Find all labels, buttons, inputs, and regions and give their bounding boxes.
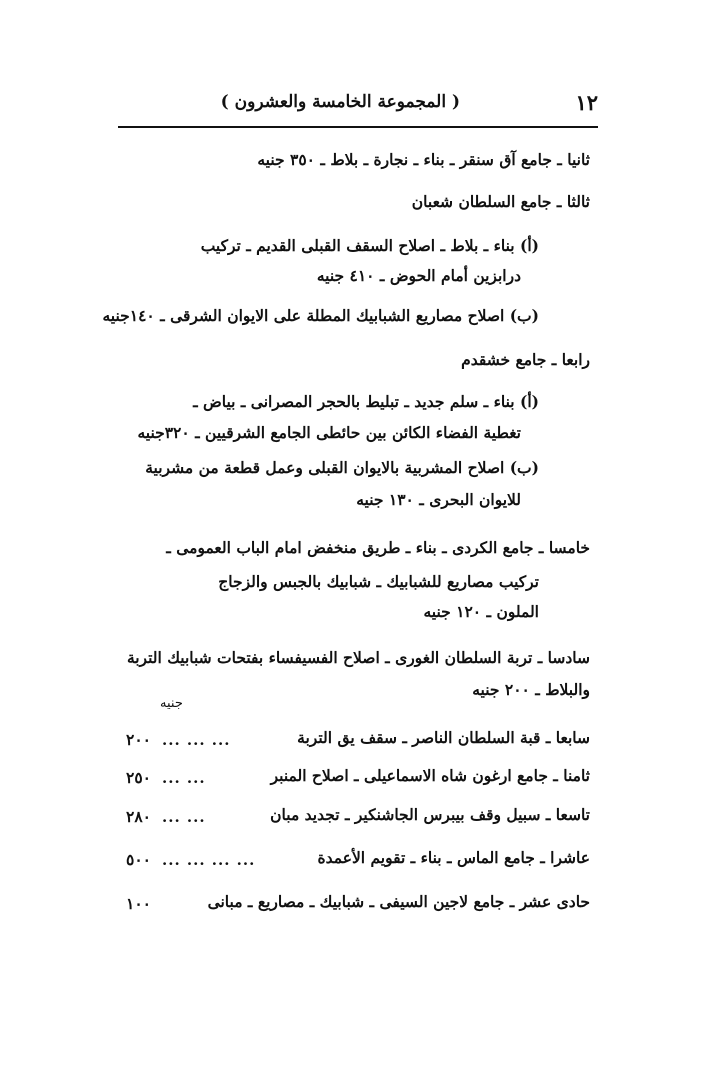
page-number: ١٢ xyxy=(575,90,598,115)
list-item-text: سابعا ـ قبة السلطان الناصر ـ سقف يق التربة xyxy=(297,728,590,747)
item-4b-line-1: (ب) اصلاح المشربية بالايوان القبلى وعمل قطعة من مشربية xyxy=(145,458,539,477)
list-item-text: تاسعا ـ سبيل وقف بيبرس الجاشنكير ـ تجديد مبان xyxy=(270,805,590,824)
running-title: ( المجموعة الخامسة والعشرون ) xyxy=(220,92,460,112)
leader-dots: ... ... ... ... xyxy=(162,851,256,869)
page-header xyxy=(118,84,598,124)
item-4-title: رابعا ـ جامع خشقدم xyxy=(461,350,590,369)
item-3a-line-1: (أ) بناء ـ بلاط ـ اصلاح السقف القبلى القديم ـ تركيب xyxy=(200,236,539,255)
item-6-line-2: والبلاط ـ ٢٠٠ جنيه xyxy=(472,680,590,699)
list-item-amount: ٢٠٠ xyxy=(126,730,151,749)
item-3-title: ثالثا ـ جامع السلطان شعبان xyxy=(411,192,590,211)
item-5-line-3: الملون ـ ١٢٠ جنيه xyxy=(423,602,539,621)
item-3b-line: (ب) اصلاح مصاريع الشبابيك المطلة على الايوان الشرقى ـ ١٤٠جنيه xyxy=(102,306,539,325)
item-2-line: ثانيا ـ جامع آق سنقر ـ بناء ـ نجارة ـ بلاط ـ ٣٥٠ جنيه xyxy=(257,150,590,169)
list-item-amount: ٥٠٠ xyxy=(126,850,151,869)
list-item-text: عاشرا ـ جامع الماس ـ بناء ـ تقويم الأعمدة xyxy=(317,848,590,867)
amount-column-heading: جنيه xyxy=(160,696,183,711)
leader-dots: ... ... xyxy=(162,769,206,787)
list-item-amount: ٢٥٠ xyxy=(126,768,151,787)
list-item-amount: ١٠٠ xyxy=(126,894,151,913)
item-4a-line-1: (أ) بناء ـ سلم جديد ـ تبليط بالحجر المصرانى ـ بياض ـ xyxy=(193,392,539,411)
list-item-amount: ٢٨٠ xyxy=(126,807,151,826)
leader-dots: ... ... ... xyxy=(162,731,231,749)
item-4b-line-2: للايوان البحرى ـ ١٣٠ جنيه xyxy=(356,490,521,509)
list-item-text: حادى عشر ـ جامع لاجين السيفى ـ شبابيك ـ مصاريع ـ مبانى xyxy=(207,892,590,911)
list-item-text: ثامنا ـ جامع ارغون شاه الاسماعيلى ـ اصلاح المنبر xyxy=(270,766,590,785)
item-6-line-1: سادسا ـ تربة السلطان الغورى ـ اصلاح الفسيفساء بفتحات شبابيك التربة xyxy=(126,648,590,667)
item-4a-line-2: تغطية الفضاء الكائن بين حائطى الجامع الشرقيين ـ ٣٢٠جنيه xyxy=(137,423,521,442)
item-3a-line-2: درابزين أمام الحوض ـ ٤١٠ جنيه xyxy=(316,266,521,285)
header-rule xyxy=(118,126,598,128)
leader-dots: ... ... xyxy=(162,808,206,826)
item-5-line-1: خامسا ـ جامع الكردى ـ بناء ـ طريق منخفض امام الباب العمومى ـ xyxy=(166,538,590,557)
item-5-line-2: تركيب مصاريع للشبابيك ـ شبابيك بالجبس والزجاج xyxy=(218,572,539,591)
